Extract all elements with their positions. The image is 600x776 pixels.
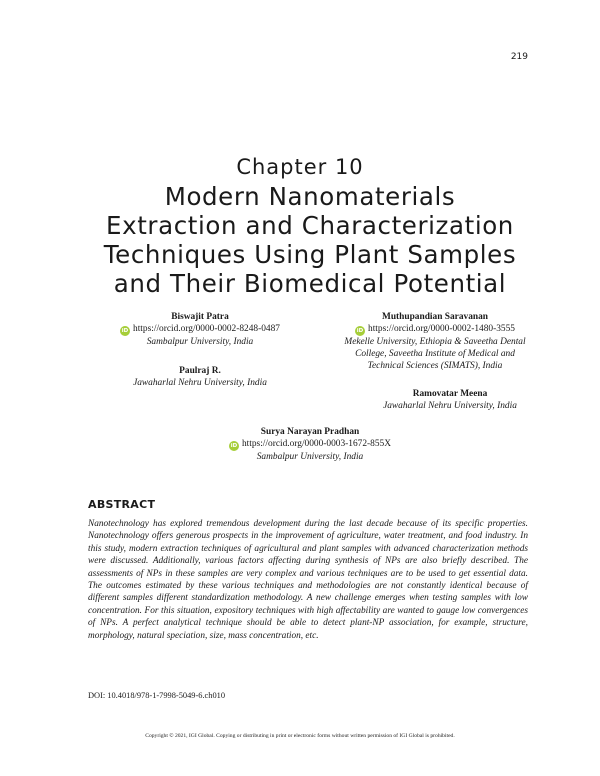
author-name: Paulraj R.	[179, 366, 221, 376]
orcid-icon: iD	[356, 328, 364, 334]
author-paulraj-r	[90, 365, 310, 389]
orcid-link[interactable]: https://orcid.org/0000-0003-1672-855X	[241, 439, 392, 449]
abstract-text: Nanotechnology has explored tremendous development during the last decade because of its specific properties. Nanotechnology offers generous prospects in the improvement of agriculture, water treatment, and food industry. In this study, modern extraction techniques of agricultural and plant samples with advanced characterization methods were discussed. Additionally, various factors affecting during synthesis of NPs are also briefly described. The assessments of NPs in these samples are very complex and various techniques are to be used to get essential data. The outcomes estimated by these various techniques and methodologies are not constantly identical because of different samples different standardization methodology. A new challenge emerges when testing samples with low concentration. For this situation, expository techniques with high affectability are wanted to gauge low convergences of NPs. A perfect analytical technique should be able to detect plant-NP association, for example, structure, morphology, natural speciation, size, mass concentration, etc.	[88, 519, 528, 641]
author-name: Surya Narayan Pradhan	[260, 427, 360, 437]
abstract-heading: ABSTRACT	[88, 498, 156, 511]
author-name: Muthupandian Saravanan	[381, 312, 489, 322]
chapter-label: Chapter 10	[236, 155, 364, 179]
doi: DOI: 10.4018/978-1-7998-5049-6.ch010	[88, 691, 226, 700]
orcid-icon: iD	[121, 328, 129, 334]
orcid-row[interactable]	[90, 323, 310, 336]
author-affiliation: Jawaharlal Nehru University, India	[383, 401, 517, 411]
orcid-icon: iD	[230, 443, 238, 449]
orcid-link[interactable]: https://orcid.org/0000-0002-1480-3555	[368, 324, 515, 334]
title-line: Extraction and Characterization	[106, 211, 514, 240]
orcid-row[interactable]	[180, 438, 440, 451]
author-biswajit-patra	[90, 311, 310, 348]
author-affiliation: Technical Sciences (SIMATS), India	[367, 361, 503, 371]
author-affiliation: College, Saveetha Institute of Medical and	[355, 349, 515, 359]
author-name: Ramovatar Meena	[412, 389, 488, 399]
title-line: Modern Nanomaterials	[164, 182, 456, 211]
author-muthupandian-saravanan	[300, 311, 570, 372]
page-number: 219	[510, 52, 528, 62]
orcid-link[interactable]: https://orcid.org/0000-0002-8248-0487	[133, 324, 280, 334]
author-ramovatar-meena	[315, 388, 585, 412]
author-affiliation: Sambalpur University, India	[256, 452, 364, 462]
copyright-notice: Copyright © 2021, IGI Global. Copying or distributing in print or electronic forms without written permission of IGI Global is prohibited.	[145, 733, 455, 739]
author-affiliation: Jawaharlal Nehru University, India	[133, 378, 267, 388]
title-line: Techniques Using Plant Samples	[103, 240, 517, 269]
author-name: Biswajit Patra	[171, 312, 229, 322]
chapter-title	[60, 182, 560, 298]
orcid-row[interactable]	[300, 323, 570, 336]
author-surya-narayan-pradhan	[180, 426, 440, 463]
author-affiliation: Mekelle University, Ethiopia & Saveetha Dental	[344, 337, 526, 347]
author-affiliation: Sambalpur University, India	[146, 337, 254, 347]
title-line: and Their Biomedical Potential	[113, 269, 507, 298]
